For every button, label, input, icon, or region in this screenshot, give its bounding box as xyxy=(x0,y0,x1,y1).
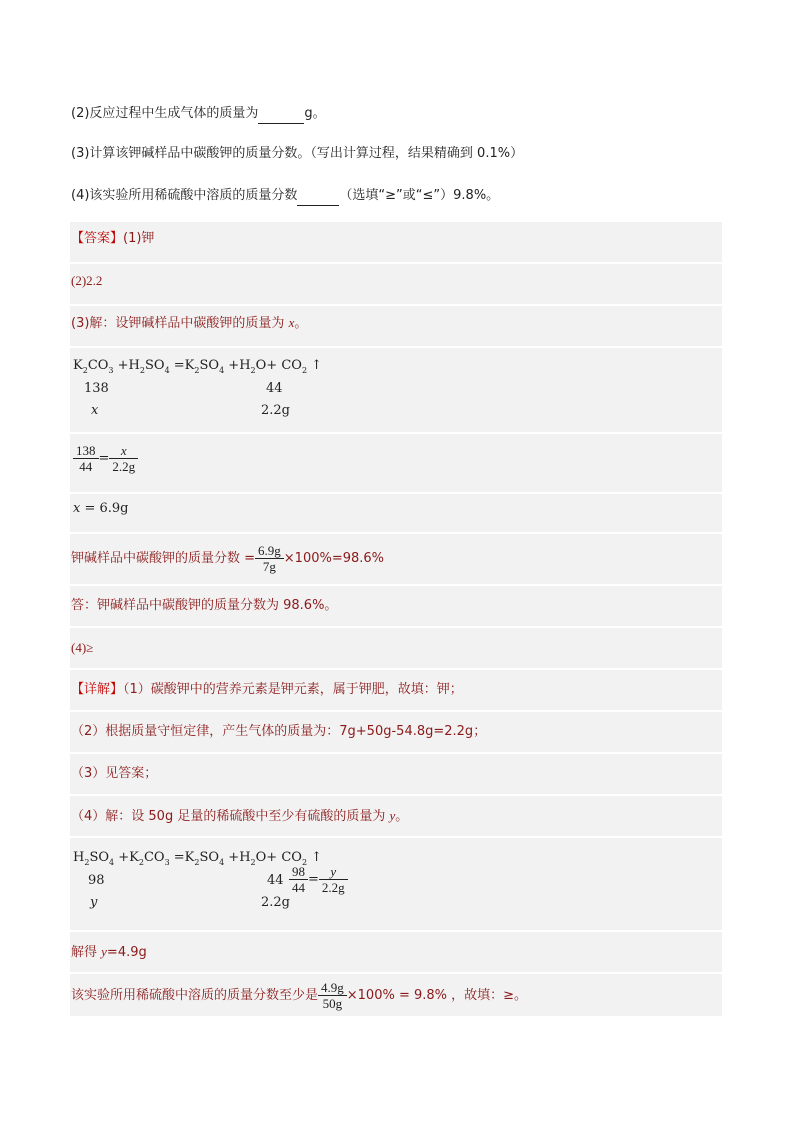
ratio-fraction-right: $\frac{x}{2.2g}$ xyxy=(109,443,138,474)
mass-fraction: $\frac{6.9g}{7g}$ xyxy=(255,543,284,574)
molar-mass-1: 138 xyxy=(84,381,109,396)
answer-3-intro xyxy=(71,313,307,334)
answer-band xyxy=(70,754,722,794)
chemical-equation-1: $K_2CO_3 +H_2SO_4 =K_2SO_4 +H_2O+ CO_2$ ↑ xyxy=(73,358,323,375)
ratio-fraction-left: $\frac{138}{44}$ xyxy=(73,443,99,474)
question-2-text: (2)反应过程中生成气体的质量为 xyxy=(71,106,259,121)
answer-band xyxy=(70,628,722,668)
answer-3-intro-end: 。 xyxy=(294,316,308,331)
question-4-options: （选填“≥”或“≤”）9.8%。 xyxy=(339,188,500,203)
molar-mass-2: 44 xyxy=(267,873,284,888)
detail-4-intro: （4）解：设 50g 足量的稀硫酸中至少有硫酸的质量为 y。 xyxy=(71,808,409,824)
answer-band xyxy=(70,264,722,304)
unknown-y: y xyxy=(90,895,98,910)
detail-2: （2）根据质量守恒定律，产生气体的质量为：7g+50g-54.8g=2.2g； xyxy=(71,724,487,739)
ratio-fraction-right: $\frac{y}{2.2g}$ xyxy=(319,864,348,895)
answer-1 xyxy=(71,229,154,249)
molar-mass-2: 44 xyxy=(266,381,283,396)
detail-3: （3）见答案； xyxy=(71,766,158,781)
chemical-equation-2: $H_2SO_4 +K_2CO_3 =K_2SO_4 +H_2O+ CO_2$ ↑ xyxy=(73,850,323,867)
answer-band xyxy=(70,932,722,972)
solve-y: 解得 y=4.9g xyxy=(71,944,147,960)
molar-mass-1: 98 xyxy=(88,873,105,888)
answer-tag: 【答案】 xyxy=(71,231,124,246)
ratio-equation-2: $\frac{98}{44}$ = $\frac{y}{2.2g}$ xyxy=(289,864,348,895)
known-mass: 2.2g xyxy=(261,403,290,418)
answer-band xyxy=(70,494,722,532)
ratio-fraction-left: $\frac{98}{44}$ xyxy=(289,864,308,895)
answer-band xyxy=(70,434,722,492)
final-answer: 该实验所用稀硫酸中溶质的质量分数至少是 $\frac{4.9g}{50g}$ ×100% = 9.8% ，故填：≥。 xyxy=(71,980,528,1011)
answer-blank xyxy=(297,185,339,206)
mass-fraction-line: 钾碱样品中碳酸钾的质量分数 = $\frac{6.9g}{7g}$ ×100%=98.6% xyxy=(71,543,385,574)
question-4 xyxy=(71,185,499,206)
x-result: x = 6.9g xyxy=(73,501,129,516)
unknown-x: x xyxy=(91,403,99,418)
answer-4: (4)≥ xyxy=(71,640,94,655)
ratio-equation-1: $\frac{138}{44}$ = $\frac{x}{2.2g}$ xyxy=(73,443,138,474)
answer-2: (2)2.2 xyxy=(71,273,103,288)
detail-tag: 【详解】 xyxy=(71,682,124,697)
variable-x: x xyxy=(288,315,295,330)
answer-3-conclusion: 答：钾碱样品中碳酸钾的质量分数为 98.6%。 xyxy=(71,598,338,613)
answer-1-text: (1)钾 xyxy=(123,231,155,246)
answer-3-intro-text: (3)解：设钾碱样品中碳酸钾的质量为 xyxy=(71,316,289,331)
known-mass: 2.2g xyxy=(261,895,290,910)
detail-1: 【详解】（1）碳酸钾中的营养元素是钾元素，属于钾肥，故填：钾； xyxy=(71,682,463,697)
question-4-text: (4)该实验所用稀硫酸中溶质的质量分数 xyxy=(71,188,298,203)
answer-band xyxy=(70,222,722,262)
question-3: (3)计算该钾碱样品中碳酸钾的质量分数。（写出计算过程，结果精确到 0.1%） xyxy=(71,146,524,161)
variable-y: y xyxy=(389,808,396,823)
final-fraction: $\frac{4.9g}{50g}$ xyxy=(318,980,347,1011)
answer-blank xyxy=(258,103,304,124)
question-2-unit: g。 xyxy=(304,106,326,121)
question-2 xyxy=(71,103,326,124)
